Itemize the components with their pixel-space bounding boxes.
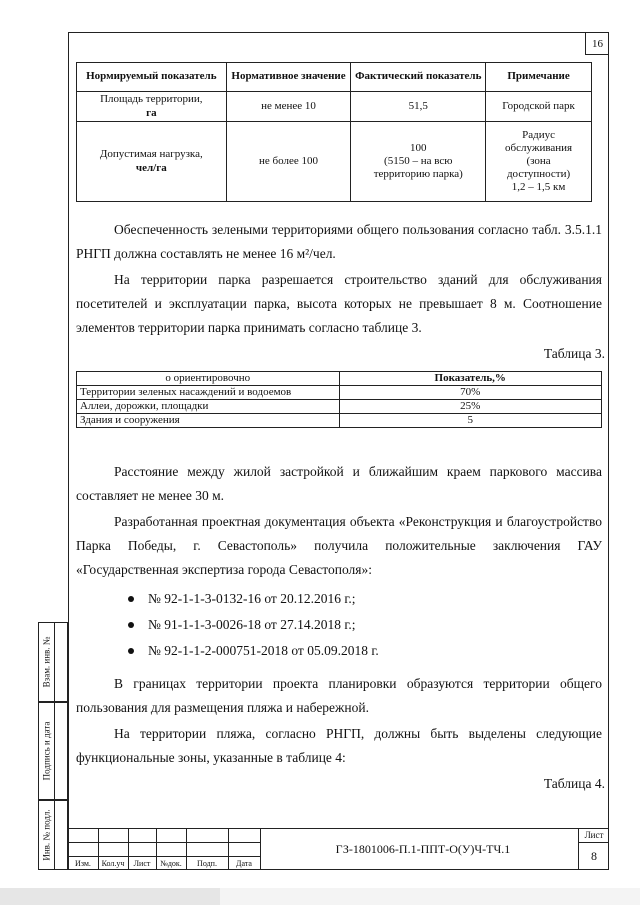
col-header-note: Примечание [486, 63, 592, 92]
col-header-norm-indicator: Нормируемый показатель [77, 63, 227, 92]
sheet-box [578, 828, 609, 870]
document-code: ГЗ-1801006-П.1-ППТ-О(У)Ч-ТЧ.1 [335, 841, 511, 856]
table-row [77, 400, 602, 414]
bullet-icon [128, 648, 134, 654]
cell-element: Территории зеленых насаждений и водоемов [77, 386, 340, 400]
list-item [128, 638, 379, 664]
stamp-col-sheet: Лист [133, 859, 151, 868]
fact-line: 100 [410, 141, 427, 154]
side-label: Взам. инв. № [41, 636, 52, 688]
table-row [77, 122, 592, 202]
cell-fact [351, 122, 486, 202]
cell-element: Здания и сооружения [77, 414, 340, 428]
note-line: 1,2 – 1,5 км [511, 181, 566, 194]
bullet-icon [128, 622, 134, 628]
stamp-col-signature: Подп. [197, 859, 217, 868]
norms-table [76, 62, 592, 202]
sheet-number: 8 [591, 848, 597, 863]
top-page-number: 16 [585, 33, 609, 55]
table3-caption: Таблица 3. [543, 346, 605, 361]
park-elements-header [77, 372, 602, 386]
title-block [68, 828, 609, 870]
paragraph-beach: В границах территории проекта планировки образуются территории общего пользования для размещения пляжа и набережной. [76, 676, 602, 715]
cell-value: 25% [339, 400, 602, 414]
paragraph-zones: На территории пляжа, согласно РНГП, должны быть выделены следующие функциональные зоны, указанные в таблице 4: [76, 726, 602, 765]
indicator-unit: чел/га [135, 161, 167, 174]
side-label: Подпись и дата [41, 721, 52, 781]
stamp-col-change: Изм. [75, 859, 91, 868]
cell-value: 70% [339, 386, 602, 400]
cell-indicator [77, 122, 227, 202]
scan-bottom-edge [0, 888, 640, 905]
sheet-label: Лист [579, 828, 609, 843]
table-row [77, 414, 602, 428]
note-line: (зона [526, 154, 551, 167]
cell-note [486, 122, 592, 202]
indicator-unit: га [146, 106, 157, 119]
side-label: Инв. № подл. [41, 809, 52, 861]
list-item-text: № 92-1-1-2-000751-2018 от 05.09.2018 г. [148, 643, 379, 658]
indicator-name: Площадь территории, [100, 93, 203, 106]
expertise-list [128, 586, 379, 664]
cell-fact: 51,5 [351, 92, 486, 122]
list-item [128, 612, 379, 638]
table-row [77, 386, 602, 400]
cell-indicator [77, 92, 227, 122]
fact-line: (5150 – на всю [384, 154, 453, 167]
note-line: Радиус [522, 128, 555, 141]
paragraph-green-areas: Обеспеченность зелеными территориями общего пользования согласно табл. 3.5.1.1 РНГП должна составлять не менее 16 м²/чел. [76, 222, 602, 261]
side-box-signature-date [38, 702, 68, 800]
bullet-icon [128, 596, 134, 602]
note-line: обслуживания [505, 141, 573, 154]
cell-norm: не более 100 [226, 122, 351, 202]
list-item-text: № 92-1-1-3-0132-16 от 20.12.2016 г.; [148, 591, 356, 606]
table-row [77, 92, 592, 122]
cell-note: Городской парк [486, 92, 592, 122]
list-item-text: № 91-1-1-3-0026-18 от 27.14.2018 г.; [148, 617, 356, 632]
stamp-col-count: Кол.уч [101, 859, 125, 868]
col-header-actual: Фактический показатель [351, 63, 486, 92]
col-header-left: о ориентировочно [77, 372, 340, 386]
side-box-inv-original [38, 800, 68, 870]
paragraph-buildings: На территории парка разрешается строительство зданий для обслуживания посетителей и эксплуатации парка, высота которых не превышает 8 м. Соотношение элементов территории парка принимать согласно таблице 3. [76, 272, 602, 335]
cell-value: 5 [339, 414, 602, 428]
table4-caption: Таблица 4. [543, 776, 605, 791]
stamp-col-date: Дата [236, 859, 252, 868]
norms-table-header [77, 63, 592, 92]
stamp-col-docnum: №док. [160, 859, 182, 868]
paragraph-distance: Расстояние между жилой застройкой и ближайшим краем паркового массива составляет не менее 30 м. [76, 464, 602, 503]
scan-shade [0, 888, 220, 905]
col-header-indicator: Показатель,% [339, 372, 602, 386]
indicator-name: Допустимая нагрузка, [99, 148, 203, 161]
cell-element: Аллеи, дорожки, площадки [77, 400, 340, 414]
note-line: доступности) [506, 168, 571, 181]
paragraph-documentation: Разработанная проектная документация объекта «Реконструкция и благоустройство Парка Победы, г. Севастополь» получила положительные заключения ГАУ «Государственная экспертиза города Севастополя»: [76, 514, 602, 577]
park-elements-table [76, 371, 602, 428]
list-item [128, 586, 379, 612]
fact-line: территорию парка) [373, 168, 463, 181]
col-header-norm-value: Нормативное значение [226, 63, 351, 92]
side-box-replacement-inv [38, 622, 68, 702]
cell-norm: не менее 10 [226, 92, 351, 122]
